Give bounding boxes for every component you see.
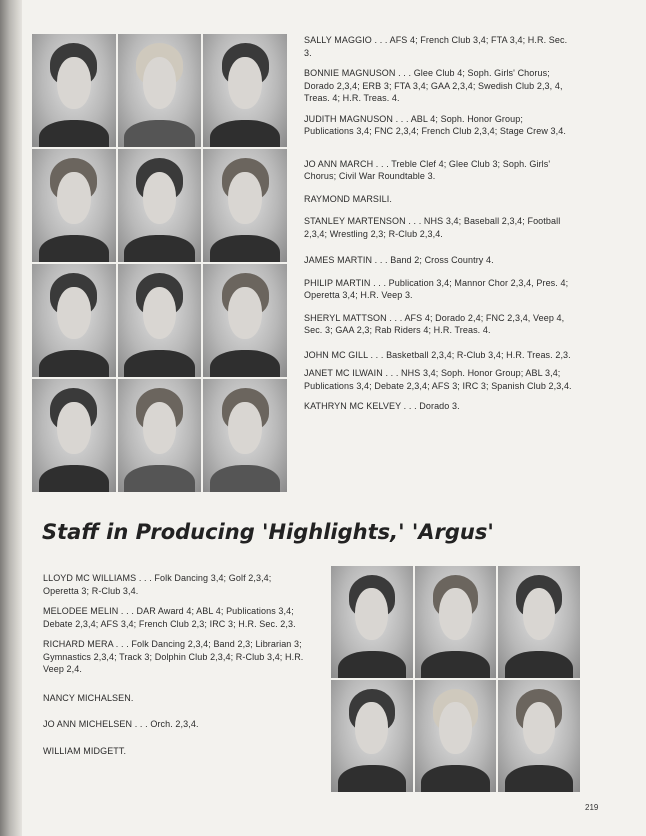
portrait-photo — [118, 149, 202, 262]
portrait-photo — [203, 34, 287, 147]
student-caption: STANLEY MARTENSON . . . NHS 3,4; Baseball 2,3,4; Football 2,3,4; Wrestling 2,3; R-Club 2,3,4. — [304, 216, 561, 239]
student-caption: MELODEE MELIN . . . DAR Award 4; ABL 4; Publications 3,4; Debate 2,3,4; AFS 3,4; French Club 2,3; IRC 3; H.R. Sec. 2,3. — [43, 606, 296, 629]
portrait-photo — [118, 379, 202, 492]
student-caption: JO ANN MICHELSEN . . . Orch. 2,3,4. — [43, 719, 199, 729]
student-caption: BONNIE MAGNUSON . . . Glee Club 4; Soph. Girls' Chorus; Dorado 2,3,4; ERB 3; FTA 3,4; GAA 2,3,4; Swedish Club 2,3, 4, Treas. 4; H.R. Treas. 4. — [304, 68, 563, 103]
student-caption: WILLIAM MIDGETT. — [43, 745, 127, 756]
student-caption: JAMES MARTIN . . . Band 2; Cross Country 4. — [304, 255, 494, 265]
student-caption: KATHRYN MC KELVEY . . . Dorado 3. — [304, 401, 460, 411]
caption-column-bottom — [43, 572, 308, 757]
student-caption: SALLY MAGGIO . . . AFS 4; French Club 3,4; FTA 3,4; H.R. Sec. 3. — [304, 35, 568, 58]
portrait-photo — [203, 149, 287, 262]
page-gutter-shadow — [0, 0, 22, 836]
student-caption: PHILIP MARTIN . . . Publication 3,4; Mannor Chor 2,3,4, Pres. 4; Operetta 3,4; H.R. Veep 3. — [304, 277, 569, 300]
student-caption: NANCY MICHALSEN. — [43, 692, 134, 703]
portrait-photo — [331, 680, 413, 792]
portrait-photo — [118, 34, 202, 147]
portrait-photo — [203, 379, 287, 492]
student-caption: RICHARD MERA . . . Folk Dancing 2,3,4; Band 2,3; Librarian 3; Gymnastics 2,3,4; Track 3; Dolphin Club 2,3,4; R-Club 3,4; H.R. Veep 2,4. — [43, 639, 304, 674]
section-headline: Staff in Producing 'Highlights,' 'Argus' — [42, 520, 494, 544]
portrait-photo — [498, 566, 580, 678]
student-caption: JO ANN MARCH . . . Treble Clef 4; Glee Club 3; Soph. Girls' Chorus; Civil War Roundtable 3. — [304, 158, 551, 181]
portrait-photo — [32, 149, 116, 262]
student-caption: JUDITH MAGNUSON . . . ABL 4; Soph. Honor Group; Publications 3,4; FNC 2,3,4; French Club 2,3,4; Stage Crew 3,4. — [304, 113, 566, 136]
student-caption: LLOYD MC WILLIAMS . . . Folk Dancing 3,4; Golf 2,3,4; Operetta 3; R-Club 3,4. — [43, 573, 272, 596]
portrait-photo — [498, 680, 580, 792]
page-number: 219 — [585, 803, 599, 812]
caption-column-top — [304, 34, 574, 413]
portrait-photo — [415, 566, 497, 678]
student-caption: SHERYL MATTSON . . . AFS 4; Dorado 2,4; FNC 2,3,4, Veep 4, Sec. 3; GAA 2,3; Rab Riders 4; H.R. Treas. 4. — [304, 312, 565, 335]
portrait-photo — [331, 566, 413, 678]
portrait-photo — [32, 379, 116, 492]
portrait-photo — [415, 680, 497, 792]
portrait-grid-bottom — [331, 566, 580, 792]
portrait-photo — [118, 264, 202, 377]
student-caption: JANET MC ILWAIN . . . NHS 3,4; Soph. Honor Group; ABL 3,4; Publications 3,4; Debate 2,3,4; AFS 3; IRC 3; Spanish Club 2,3,4. — [304, 368, 572, 391]
student-caption: RAYMOND MARSILI. — [304, 193, 392, 204]
portrait-photo — [32, 34, 116, 147]
portrait-photo — [203, 264, 287, 377]
student-caption: JOHN MC GILL . . . Basketball 2,3,4; R-Club 3,4; H.R. Treas. 2,3. — [304, 349, 571, 360]
portrait-photo — [32, 264, 116, 377]
portrait-grid-top — [32, 34, 287, 492]
